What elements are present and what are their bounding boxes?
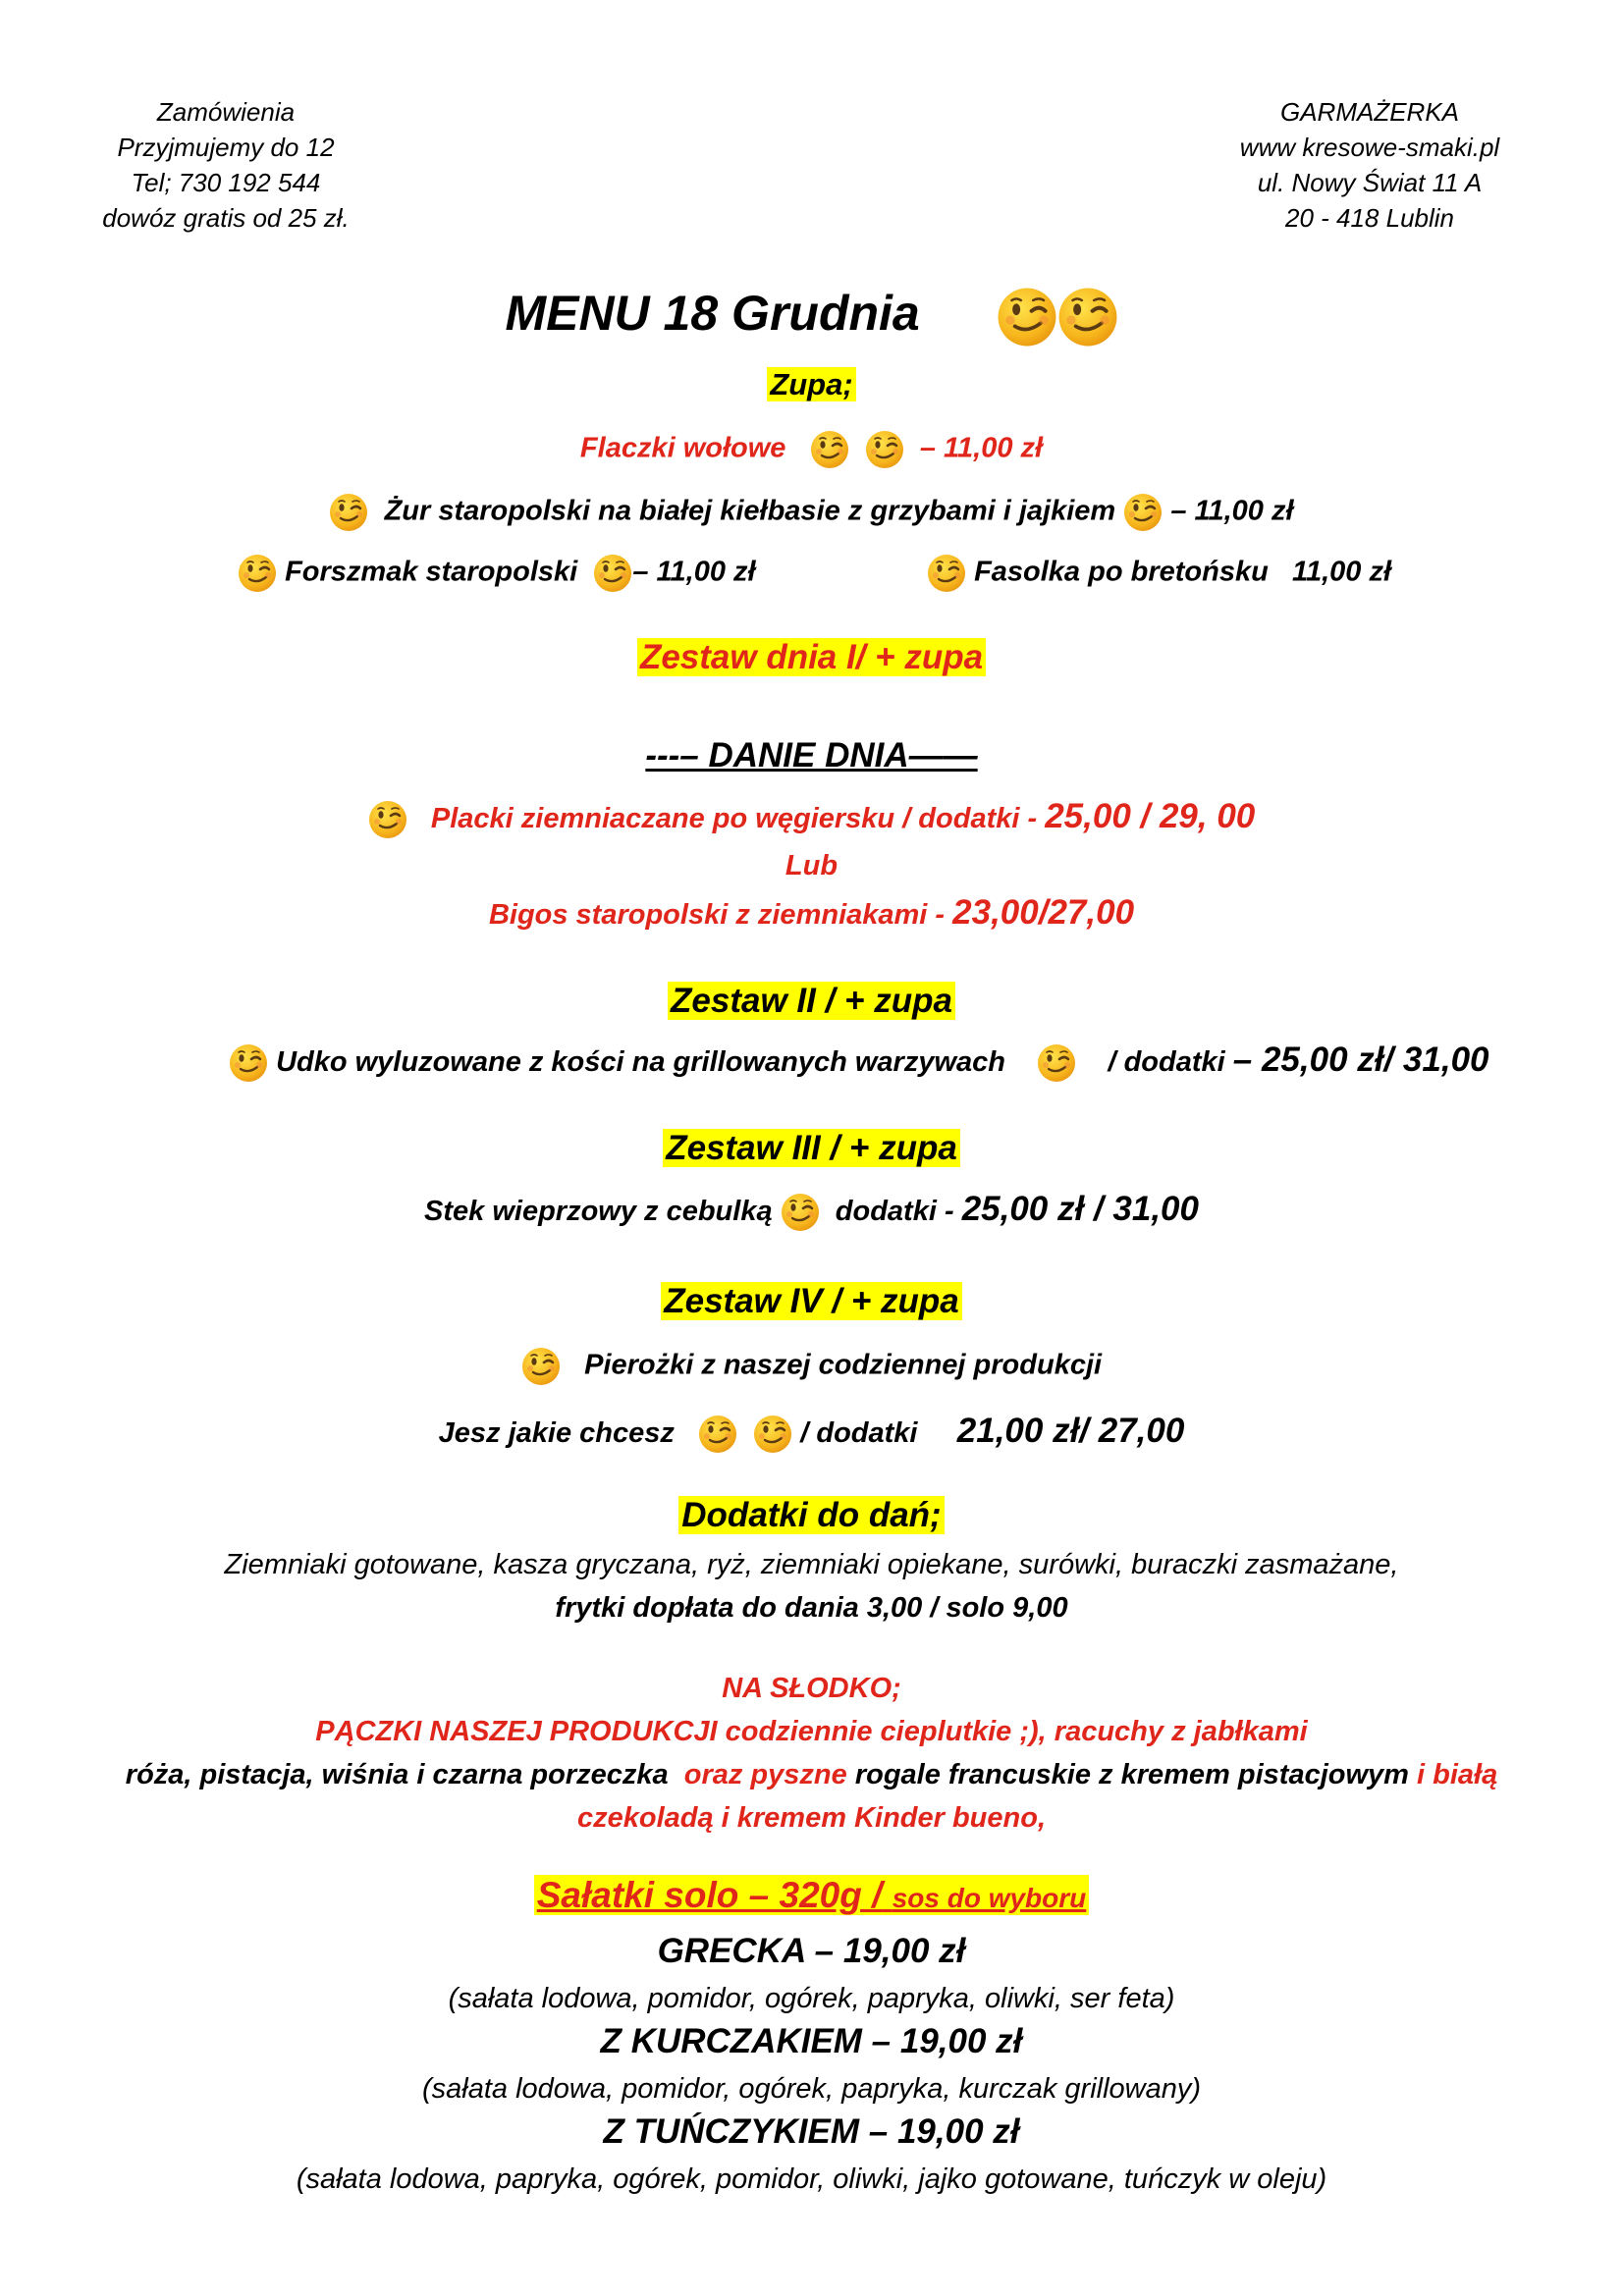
winking-face-icon [698, 1415, 737, 1454]
title-text: MENU 18 Grudnia [505, 286, 920, 341]
winking-face-icon [238, 554, 277, 593]
set3-heading: Zestaw III / + zupa [0, 1129, 1623, 1168]
sweets-line2: róża, pistacja, wiśnia i czarna porzeczka oraz pyszne rogale francuskie z kremem pistacjowym i białą [125, 1759, 1498, 1790]
orders-label: Zamówienia [156, 97, 296, 127]
sides-fries: frytki dopłata do dania 3,00 / solo 9,00 [555, 1592, 1068, 1624]
website: www kresowe-smaki.pl [1239, 133, 1500, 162]
winking-face-icon [329, 493, 368, 532]
dish-of-day-heading: ---– DANIE DNIA—— [645, 736, 978, 774]
set1-placki: Placki ziemniaczane po węgiersku / dodatki - 25,00 / 29, 00 [0, 797, 1623, 839]
sweets-line1: PĄCZKI NASZEJ PRODUKCJI codziennie cieplutkie ;), racuchy z jabłkami [315, 1716, 1308, 1747]
winking-face-icon [593, 554, 632, 593]
phone: Tel; 730 192 544 [131, 168, 321, 197]
set4-sub: Jesz jakie chcesz / dodatki 21,00 zł/ 27,00 [0, 1412, 1623, 1454]
salad-tuna-desc: (sałata lodowa, papryka, ogórek, pomidor, oliwki, jajko gotowane, tuńczyk w oleju) [296, 2163, 1327, 2195]
soup-fasolka: Fasolka po bretońsku 11,00 zł [927, 554, 1391, 593]
winking-face-icon [521, 1347, 561, 1386]
set1-or: Lub [784, 850, 839, 881]
winking-face-icon [368, 800, 407, 839]
winking-face-icon [997, 287, 1057, 347]
shop-info [1173, 94, 1566, 236]
salad-tuna-name: Z TUŃCZYKIEM – 19,00 zł [603, 2112, 1020, 2151]
delivery-info: dowóz gratis od 25 zł. [102, 203, 350, 233]
orders-until: Przyjmujemy do 12 [117, 133, 335, 162]
soup-heading: Zupa; [0, 367, 1623, 402]
soup-flaczki: Flaczki wołowe – 11,00 zł [0, 430, 1623, 469]
set1-bigos: Bigos staropolski z ziemniakami - 23,00/27,00 [488, 893, 1135, 932]
winking-face-icon [865, 430, 904, 469]
salad-chicken-desc: (sałata lodowa, pomidor, ogórek, papryka, kurczak grillowany) [421, 2073, 1202, 2105]
salads-heading: Sałatki solo – 320g / sos do wyboru [0, 1875, 1623, 1916]
winking-face-icon [810, 430, 849, 469]
winking-face-icon [229, 1043, 268, 1083]
salad-greek-name: GRECKA – 19,00 zł [657, 1932, 966, 1970]
set1-heading: Zestaw dnia I/ + zupa [0, 638, 1623, 677]
sweets-heading: NA SŁODKO; [722, 1673, 901, 1704]
shop-name: GARMAŻERKA [1279, 97, 1460, 127]
soup-forszmak: Forszmak staropolski – 11,00 zł [238, 554, 756, 593]
winking-face-icon [1057, 287, 1118, 347]
set2-heading: Zestaw II / + zupa [0, 982, 1623, 1021]
set3-dish: Stek wieprzowy z cebulką dodatki - 25,00 zł / 31,00 [0, 1190, 1623, 1232]
street-address: ul. Nowy Świat 11 A [1257, 168, 1483, 197]
sides-heading: Dodatki do dań; [0, 1496, 1623, 1535]
winking-face-icon [927, 554, 966, 593]
salad-greek-desc: (sałata lodowa, pomidor, ogórek, papryka, oliwki, ser feta) [448, 1983, 1175, 2014]
soup-zur: Żur staropolski na białej kiełbasie z grzybami i jajkiem – 11,00 zł [0, 493, 1623, 532]
page-title [0, 285, 1623, 347]
set2-dish: Udko wyluzowane z kości na grillowanych warzywach / dodatki – 25,00 zł/ 31,00 [229, 1041, 1489, 1083]
set4-heading: Zestaw IV / + zupa [0, 1282, 1623, 1321]
winking-face-icon [753, 1415, 792, 1454]
set4-dish: Pierożki z naszej codziennej produkcji [0, 1347, 1623, 1386]
winking-face-icon [1037, 1043, 1076, 1083]
winking-face-icon [1123, 493, 1163, 532]
sweets-line3: czekoladą i kremem Kinder bueno, [576, 1802, 1047, 1834]
salad-chicken-name: Z KURCZAKIEM – 19,00 zł [600, 2022, 1023, 2060]
winking-face-icon [781, 1193, 820, 1232]
city-address: 20 - 418 Lublin [1284, 203, 1455, 233]
order-info [39, 94, 412, 236]
sides-list: Ziemniaki gotowane, kasza gryczana, ryż, ziemniaki opiekane, surówki, buraczki zasmażane, [224, 1549, 1399, 1580]
